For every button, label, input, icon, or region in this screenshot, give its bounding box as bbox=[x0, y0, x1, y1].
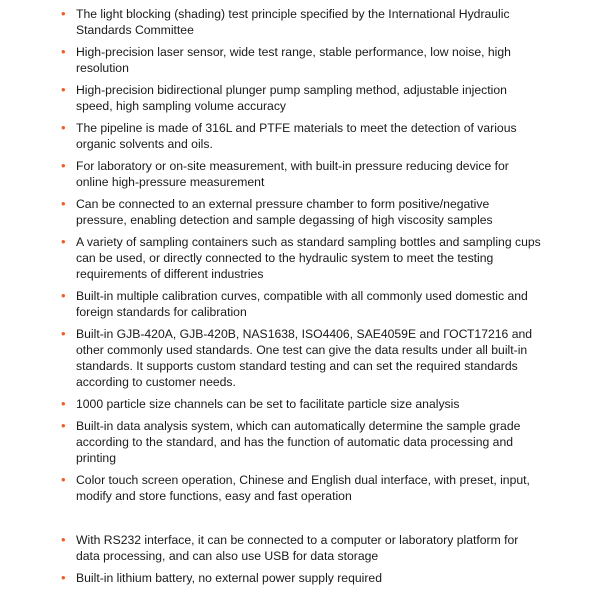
bullet-icon: • bbox=[61, 6, 66, 21]
feature-list bbox=[0, 6, 600, 592]
feature-text: With RS232 interface, it can be connected to a computer or laboratory platform for data processing, and can also use USB for data storage bbox=[76, 533, 519, 563]
feature-text: The pipeline is made of 316L and PTFE materials to meet the detection of various organic solvents and oils. bbox=[76, 121, 517, 151]
feature-text: Can be connected to an external pressure chamber to form positive/negative pressure, enabling detection and sample degassing of high viscosity samples bbox=[76, 197, 493, 227]
feature-text: High-precision laser sensor, wide test range, stable performance, low noise, high resolution bbox=[76, 45, 511, 75]
bullet-icon: • bbox=[61, 472, 66, 487]
feature-text: The light blocking (shading) test principle specified by the International Hydraulic Standards Committee bbox=[76, 7, 510, 37]
bullet-icon: • bbox=[61, 288, 66, 303]
bullet-icon: • bbox=[61, 44, 66, 59]
feature-item bbox=[0, 288, 600, 320]
feature-text: Built-in data analysis system, which can automatically determine the sample grade according to the standard, and has the function of automatic data processing and printing bbox=[76, 419, 521, 465]
feature-item bbox=[0, 6, 600, 38]
spacer bbox=[0, 510, 600, 532]
bullet-icon: • bbox=[61, 234, 66, 249]
feature-item bbox=[0, 532, 600, 564]
bullet-icon: • bbox=[61, 196, 66, 211]
feature-text: A variety of sampling containers such as standard sampling bottles and sampling cups can be used, or directly connected to the hydraulic system to meet the testing requirements of different industries bbox=[76, 235, 541, 281]
feature-item bbox=[0, 82, 600, 114]
feature-item bbox=[0, 120, 600, 152]
feature-item bbox=[0, 472, 600, 504]
feature-item bbox=[0, 196, 600, 228]
feature-item bbox=[0, 234, 600, 282]
feature-text: High-precision bidirectional plunger pump sampling method, adjustable injection speed, high sampling volume accuracy bbox=[76, 83, 507, 113]
feature-text: Built-in lithium battery, no external power supply required bbox=[76, 571, 382, 585]
bullet-icon: • bbox=[61, 532, 66, 547]
feature-item bbox=[0, 418, 600, 466]
bullet-icon: • bbox=[61, 570, 66, 585]
bullet-icon: • bbox=[61, 396, 66, 411]
feature-item bbox=[0, 326, 600, 390]
feature-text: Built-in GJB-420A, GJB-420B, NAS1638, ISO4406, SAE4059E and ГОСТ17216 and other commonly used standards. One test can give the data results under all built-in standards. It supports custom standard testing and can set the required standards according to customer needs. bbox=[76, 327, 533, 389]
bullet-icon: • bbox=[61, 326, 66, 341]
bullet-icon: • bbox=[61, 82, 66, 97]
bullet-icon: • bbox=[61, 418, 66, 433]
feature-item bbox=[0, 396, 600, 412]
bullet-icon: • bbox=[61, 120, 66, 135]
feature-text: 1000 particle size channels can be set to facilitate particle size analysis bbox=[76, 397, 460, 411]
feature-text: Built-in multiple calibration curves, compatible with all commonly used domestic and foreign standards for calibration bbox=[76, 289, 528, 319]
feature-item bbox=[0, 158, 600, 190]
feature-text: Color touch screen operation, Chinese and English dual interface, with preset, input, modify and store functions, easy and fast operation bbox=[76, 473, 530, 503]
feature-item bbox=[0, 570, 600, 586]
feature-item bbox=[0, 44, 600, 76]
bullet-icon: • bbox=[61, 158, 66, 173]
feature-text: For laboratory or on-site measurement, with built-in pressure reducing device for online high-pressure measurement bbox=[76, 159, 509, 189]
